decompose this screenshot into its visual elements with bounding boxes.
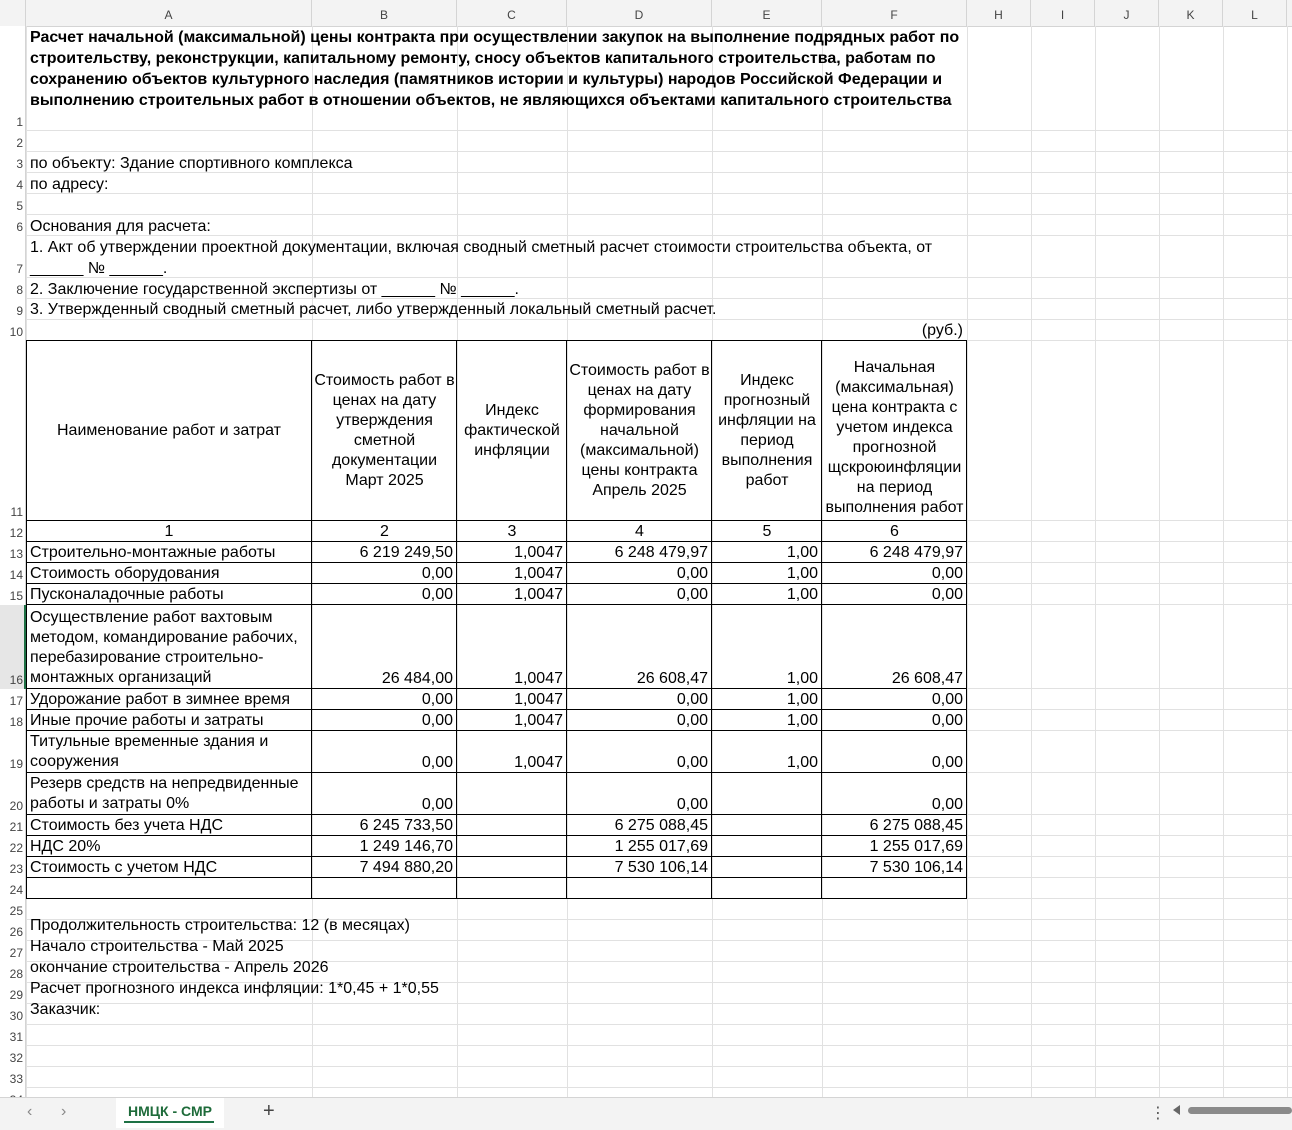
column-header-h[interactable]: H	[967, 0, 1031, 26]
sheet-tab-nmck-smr[interactable]: НМЦК - СМР	[116, 1098, 224, 1128]
gridline-h	[26, 193, 1292, 194]
column-header-i[interactable]: I	[1031, 0, 1095, 26]
select-all-corner[interactable]	[0, 0, 26, 26]
scroll-left-icon[interactable]	[1173, 1105, 1180, 1115]
table-cell-max-price[interactable]: 0,00	[931, 586, 963, 603]
row-header-33[interactable]: 33	[9, 1072, 23, 1086]
table-row-name[interactable]: Резерв средств на непредвиденные работы и затраты 0%	[30, 775, 299, 812]
table-cell-cost-base[interactable]: 26 484,00	[381, 670, 453, 687]
gridline-h	[26, 214, 1292, 215]
table-cell-actual-index[interactable]: 1,0047	[514, 754, 563, 771]
column-header-c[interactable]: C	[457, 0, 567, 26]
forecast-line: Расчет прогнозного индекса инфляции: 1*0,45 + 1*0,55	[30, 980, 439, 997]
table-cell-max-price[interactable]: 0,00	[931, 712, 963, 729]
table-cell-forecast-index[interactable]: 1,00	[786, 754, 818, 771]
table-row-name[interactable]: Стоимость без учета НДС	[30, 817, 223, 834]
basis-title: Основания для расчета:	[30, 218, 211, 235]
table-cell-max-price[interactable]: 0,00	[931, 754, 963, 771]
table-col-number: 4	[635, 523, 644, 540]
row-header-17[interactable]: 17	[9, 694, 23, 708]
row-header-23[interactable]: 23	[9, 862, 23, 876]
table-row-name[interactable]: Стоимость с учетом НДС	[30, 859, 218, 876]
gridline-h	[26, 1045, 1292, 1046]
gridline-h	[26, 1024, 1292, 1025]
duration-line: Продолжительность строительства: 12 (в месяцах)	[30, 917, 410, 934]
table-cell-forecast-index[interactable]: 1,00	[786, 670, 818, 687]
table-cell-cost-base[interactable]: 6 219 249,50	[359, 544, 453, 561]
table-cell-cost-base[interactable]: 0,00	[421, 754, 453, 771]
currency-label: (руб.)	[921, 322, 963, 339]
table-cell-actual-index[interactable]: 1,0047	[514, 544, 563, 561]
gridline-h	[26, 130, 1292, 131]
table-cell-forecast-index[interactable]: 1,00	[786, 565, 818, 582]
table-cell-cost-current[interactable]: 6 275 088,45	[614, 817, 708, 834]
row-header-29[interactable]: 29	[9, 988, 23, 1002]
row-header-21[interactable]: 21	[9, 820, 23, 834]
row-header-18[interactable]: 18	[9, 715, 23, 729]
table-row-name[interactable]: Стоимость оборудования	[30, 565, 220, 582]
plus-icon[interactable]: +	[263, 1100, 275, 1122]
row-header-2[interactable]: 2	[16, 136, 23, 150]
table-cell-forecast-index[interactable]: 1,00	[786, 544, 818, 561]
column-header-bar	[0, 0, 1292, 27]
column-header-k[interactable]: K	[1159, 0, 1223, 26]
table-row-name[interactable]: Удорожание работ в зимнее время	[30, 691, 291, 708]
basis-item-1: 1. Акт об утверждении проектной документации, включая сводный сметный расчет стоимости строительства объекта, от	[30, 239, 933, 256]
table-col-number: 1	[164, 523, 174, 540]
table-cell-forecast-index[interactable]: 1,00	[786, 586, 818, 603]
basis-item-2: 2. Заключение государственной экспертизы от ______ № ______.	[30, 281, 519, 298]
table-cell-cost-current[interactable]: 6 248 479,97	[614, 544, 708, 561]
chevron-right-icon[interactable]: ›	[61, 1103, 67, 1120]
table-cell-actual-index[interactable]: 1,0047	[514, 565, 563, 582]
customer-line: Заказчик:	[30, 1001, 101, 1018]
table-header-cost-current: Стоимость работ в ценах на дату формирования начальной (максимальной) цены контракта Апрель 2025	[569, 362, 710, 499]
gridline-h	[26, 151, 1292, 152]
table-cell-cost-base[interactable]: 6 245 733,50	[359, 817, 453, 834]
column-header-l[interactable]: L	[1223, 0, 1287, 26]
row-header-14[interactable]: 14	[9, 568, 23, 582]
basis-item-3: 3. Утвержденный сводный сметный расчет, либо утвержденный локальный сметный расчет.	[30, 301, 717, 318]
table-cell-cost-current[interactable]: 1 255 017,69	[614, 838, 708, 855]
basis-item-1-cont: ______ № ______.	[30, 260, 168, 277]
row-header-11[interactable]: 11	[10, 505, 23, 519]
row-header-32[interactable]: 32	[9, 1051, 23, 1065]
table-border-v	[26, 340, 27, 899]
row-header-3[interactable]: 3	[16, 157, 23, 171]
table-cell-max-price[interactable]: 1 255 017,69	[869, 838, 963, 855]
table-cell-actual-index[interactable]: 1,0047	[514, 691, 563, 708]
table-cell-cost-base[interactable]: 0,00	[421, 796, 453, 813]
table-row-name[interactable]: Строительно-монтажные работы	[30, 544, 276, 561]
active-tab-underline	[124, 1121, 214, 1123]
table-cell-cost-base[interactable]: 0,00	[421, 712, 453, 729]
column-header-a[interactable]: A	[26, 0, 312, 26]
table-cell-actual-index[interactable]: 1,0047	[514, 712, 563, 729]
table-header-max-price: Начальная (максимальная) цена контракта с учетом индекса прогнозной щскроюинфляции на период выполнения работ	[825, 359, 964, 516]
row-header-31[interactable]: 31	[9, 1030, 23, 1044]
table-header-name: Наименование работ и затрат	[56, 422, 281, 439]
gridline-h	[26, 277, 1292, 278]
table-border-v	[711, 340, 712, 899]
table-cell-actual-index[interactable]: 1,0047	[514, 586, 563, 603]
table-cell-max-price[interactable]: 0,00	[931, 565, 963, 582]
row-header-10[interactable]: 10	[9, 325, 23, 339]
row-header-26[interactable]: 26	[9, 925, 23, 939]
table-header-actual-index: Индекс фактической инфляции	[464, 402, 560, 459]
column-header-e[interactable]: E	[712, 0, 822, 26]
start-line: Начало строительства - Май 2025	[30, 938, 284, 955]
table-row-name[interactable]: Иные прочие работы и затраты	[30, 712, 264, 729]
table-border-v	[966, 340, 967, 899]
object-line: по объекту: Здание спортивного комплекса	[30, 155, 353, 172]
table-cell-max-price[interactable]: 6 275 088,45	[869, 817, 963, 834]
more-vertical-icon[interactable]: ⋮	[1150, 1105, 1166, 1122]
end-line: окончание строительства - Апрель 2026	[30, 959, 329, 976]
column-header-f[interactable]: F	[822, 0, 967, 26]
row-header-16[interactable]: 16	[9, 673, 23, 687]
table-cell-cost-current[interactable]: 0,00	[676, 754, 708, 771]
row-header-6[interactable]: 6	[16, 220, 23, 234]
row-header-15[interactable]: 15	[9, 589, 23, 603]
table-cell-cost-base[interactable]: 0,00	[421, 691, 453, 708]
table-cell-cost-current[interactable]: 0,00	[676, 691, 708, 708]
table-cell-cost-current[interactable]: 0,00	[676, 586, 708, 603]
row-header-8[interactable]: 8	[16, 283, 23, 297]
document-title: Расчет начальной (максимальной) цены контракта при осуществлении закупок на выполнение подрядных работ по строительству, реконструкции, капитальному ремонту, сносу объектов капитального строительства, работам по сохранению объектов культурного наследия (памятников истории и культуры) народов Российской Федерации и выполнению строительных работ в отношении объектов, не являющихся объектами капитального строительства	[30, 29, 960, 109]
row-header-24[interactable]: 24	[9, 883, 23, 897]
table-cell-forecast-index[interactable]: 1,00	[786, 691, 818, 708]
gridline-h	[26, 1087, 1292, 1088]
table-cell-cost-base[interactable]: 7 494 880,20	[359, 859, 453, 876]
table-cell-max-price[interactable]: 26 608,47	[891, 670, 963, 687]
column-header-j[interactable]: J	[1095, 0, 1159, 26]
chevron-left-icon[interactable]: ‹	[27, 1103, 33, 1120]
row-header-19[interactable]: 19	[9, 757, 23, 771]
column-header-d[interactable]: D	[567, 0, 712, 26]
table-cell-max-price[interactable]: 0,00	[931, 691, 963, 708]
table-cell-cost-base[interactable]: 0,00	[421, 586, 453, 603]
table-cell-cost-current[interactable]: 7 530 106,14	[614, 859, 708, 876]
row-header-13[interactable]: 13	[9, 547, 23, 561]
table-row-name[interactable]: Осуществление работ вахтовым методом, командирование рабочих, перебазирование строительно-монтажных организаций	[30, 609, 298, 686]
row-header-27[interactable]: 27	[9, 946, 23, 960]
table-row-name[interactable]: Пусконаладочные работы	[30, 586, 224, 603]
row-header-22[interactable]: 22	[9, 841, 23, 855]
horizontal-scrollbar-thumb[interactable]	[1188, 1107, 1292, 1114]
table-col-number: 6	[890, 523, 899, 540]
table-cell-max-price[interactable]: 0,00	[931, 796, 963, 813]
spreadsheet-grid[interactable]	[0, 26, 1292, 1097]
table-header-forecast-index: Индекс прогнозный инфляции на период выполнения работ	[718, 372, 816, 489]
table-header-cost-base: Стоимость работ в ценах на дату утверждения сметной документации Март 2025	[314, 372, 455, 489]
row-header-12[interactable]: 12	[9, 526, 23, 540]
table-col-number: 3	[507, 523, 517, 540]
row-header-4[interactable]: 4	[16, 178, 23, 192]
row-header-28[interactable]: 28	[9, 967, 23, 981]
table-cell-max-price[interactable]: 7 530 106,14	[869, 859, 963, 876]
gridline-h	[26, 1003, 1292, 1004]
table-cell-forecast-index[interactable]: 1,00	[786, 712, 818, 729]
gridline-h	[26, 235, 1292, 236]
row-header-1[interactable]: 1	[16, 115, 23, 129]
table-row-name[interactable]: НДС 20%	[30, 838, 101, 855]
table-cell-max-price[interactable]: 6 248 479,97	[869, 544, 963, 561]
row-header-5[interactable]: 5	[16, 199, 23, 213]
column-header-b[interactable]: B	[312, 0, 457, 26]
address-line: по адресу:	[30, 176, 109, 193]
row-header-7[interactable]: 7	[16, 262, 23, 276]
row-header-9[interactable]: 9	[16, 304, 23, 318]
table-border-v	[456, 340, 457, 899]
table-border-h	[26, 898, 967, 899]
row-header-20[interactable]: 20	[9, 799, 23, 813]
table-col-number: 5	[762, 523, 772, 540]
table-cell-cost-current[interactable]: 0,00	[676, 796, 708, 813]
table-cell-cost-current[interactable]: 0,00	[676, 712, 708, 729]
table-row-name[interactable]: Титульные временные здания и сооружения	[30, 733, 269, 770]
table-col-number: 2	[380, 523, 389, 540]
table-cell-cost-base[interactable]: 1 249 146,70	[359, 838, 453, 855]
table-cell-cost-base[interactable]: 0,00	[421, 565, 453, 582]
table-cell-cost-current[interactable]: 26 608,47	[636, 670, 708, 687]
row-header-30[interactable]: 30	[9, 1009, 23, 1023]
table-cell-cost-current[interactable]: 0,00	[676, 565, 708, 582]
gridline-h	[26, 1066, 1292, 1067]
row-header-25[interactable]: 25	[9, 904, 23, 918]
sheet-tab-bar	[0, 1097, 1292, 1130]
table-cell-actual-index[interactable]: 1,0047	[514, 670, 563, 687]
